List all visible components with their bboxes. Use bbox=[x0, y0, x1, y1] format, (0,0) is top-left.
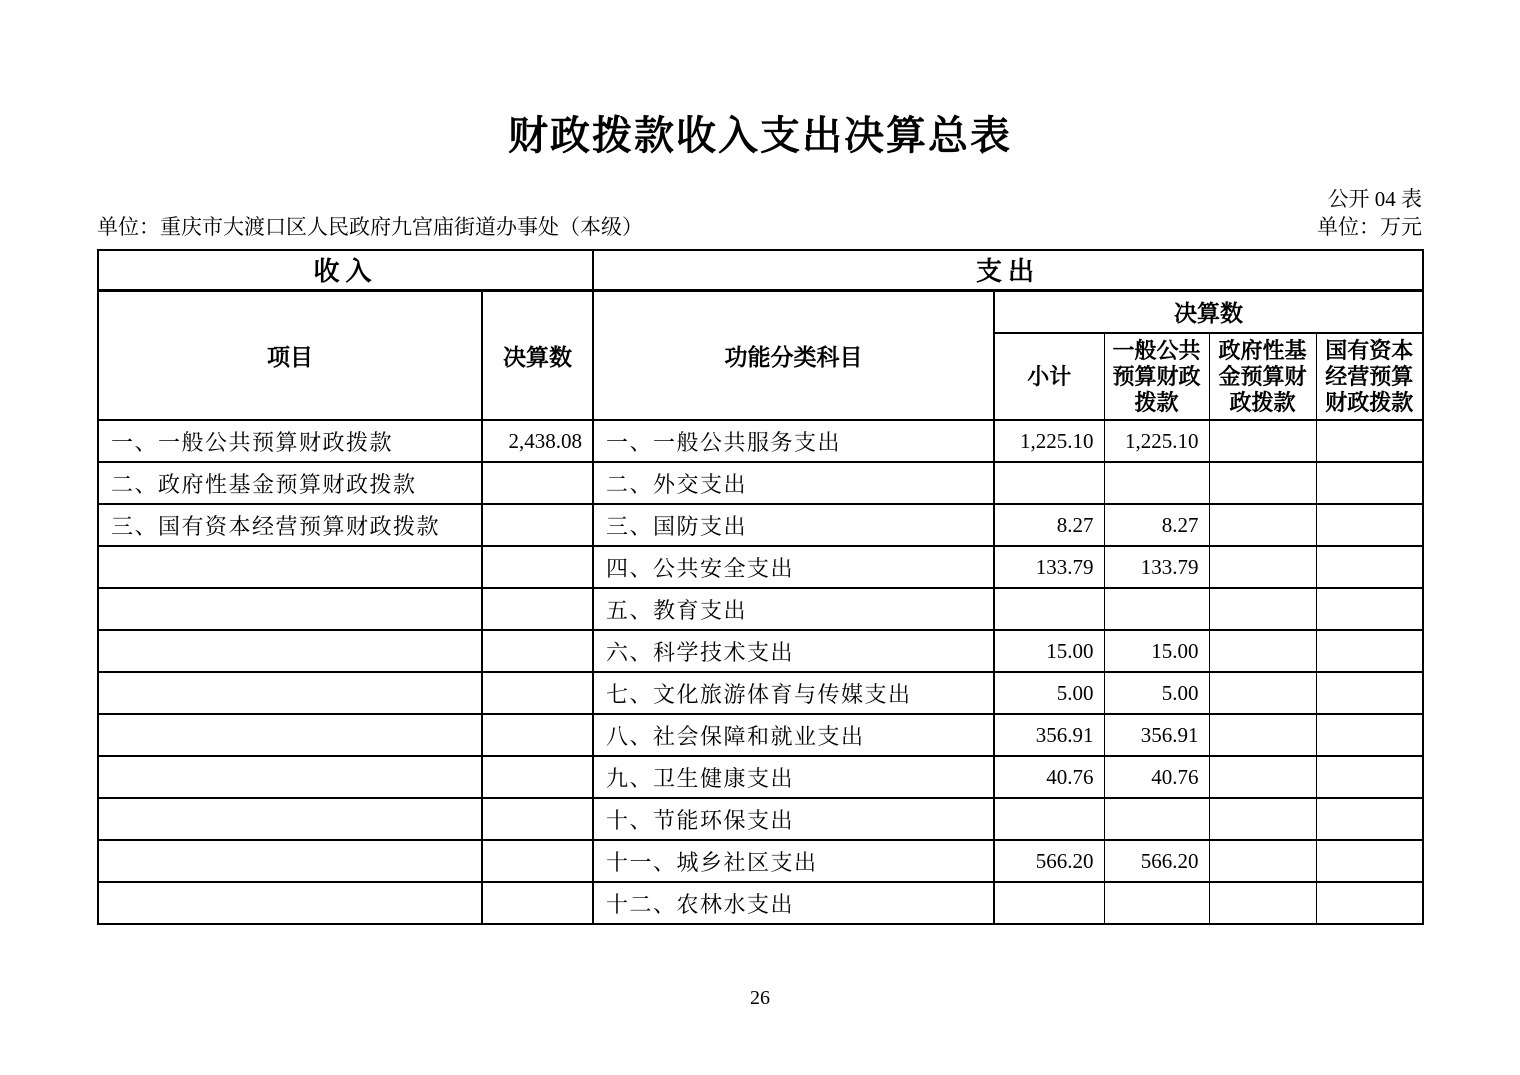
gov-fund-cell bbox=[1209, 504, 1316, 546]
gov-fund-cell bbox=[1209, 630, 1316, 672]
general-budget-cell: 5.00 bbox=[1104, 672, 1209, 714]
table-row bbox=[98, 882, 1423, 924]
income-item-cell bbox=[98, 714, 482, 756]
form-code: 公开 04 表 bbox=[1327, 187, 1422, 211]
state-capital-cell bbox=[1316, 546, 1423, 588]
general-budget-cell bbox=[1104, 882, 1209, 924]
expense-item-cell: 七、文化旅游体育与传媒支出 bbox=[593, 672, 994, 714]
state-capital-cell bbox=[1316, 462, 1423, 504]
income-amount-cell bbox=[482, 798, 593, 840]
subtotal-cell: 15.00 bbox=[994, 630, 1104, 672]
expense-section-header: 支出 bbox=[593, 250, 1423, 290]
expense-item-cell: 十一、城乡社区支出 bbox=[593, 840, 994, 882]
general-budget-cell: 566.20 bbox=[1104, 840, 1209, 882]
expense-item-cell: 六、科学技术支出 bbox=[593, 630, 994, 672]
expense-item-cell: 二、外交支出 bbox=[593, 462, 994, 504]
state-capital-cell bbox=[1316, 630, 1423, 672]
general-budget-cell: 1,225.10 bbox=[1104, 420, 1209, 462]
expense-item-cell: 八、社会保障和就业支出 bbox=[593, 714, 994, 756]
table-row bbox=[98, 546, 1423, 588]
table-row bbox=[98, 420, 1423, 462]
income-item-cell bbox=[98, 882, 482, 924]
state-capital-cell bbox=[1316, 756, 1423, 798]
table-row bbox=[98, 462, 1423, 504]
table-row bbox=[98, 504, 1423, 546]
income-item-column-header: 项目 bbox=[98, 290, 482, 420]
income-amount-cell bbox=[482, 672, 593, 714]
gov-fund-cell bbox=[1209, 882, 1316, 924]
expense-item-cell: 五、教育支出 bbox=[593, 588, 994, 630]
subtotal-cell bbox=[994, 798, 1104, 840]
income-item-cell bbox=[98, 546, 482, 588]
general-budget-cell: 356.91 bbox=[1104, 714, 1209, 756]
general-budget-cell bbox=[1104, 588, 1209, 630]
state-capital-cell bbox=[1316, 714, 1423, 756]
income-amount-cell bbox=[482, 840, 593, 882]
income-amount-cell bbox=[482, 462, 593, 504]
gov-fund-cell bbox=[1209, 798, 1316, 840]
income-section-header: 收入 bbox=[98, 250, 593, 290]
subtotal-cell: 40.76 bbox=[994, 756, 1104, 798]
gov-fund-cell bbox=[1209, 756, 1316, 798]
gov-fund-cell bbox=[1209, 672, 1316, 714]
income-item-cell: 三、国有资本经营预算财政拨款 bbox=[98, 504, 482, 546]
page-number: 26 bbox=[750, 987, 770, 1009]
state-capital-cell bbox=[1316, 798, 1423, 840]
unit-name-label: 单位：重庆市大渡口区人民政府九宫庙街道办事处（本级） bbox=[97, 215, 643, 239]
state-capital-cell bbox=[1316, 882, 1423, 924]
income-item-cell bbox=[98, 840, 482, 882]
income-item-cell bbox=[98, 672, 482, 714]
subtotal-cell: 356.91 bbox=[994, 714, 1104, 756]
expense-amount-group-header: 决算数 bbox=[994, 290, 1423, 333]
general-budget-cell bbox=[1104, 462, 1209, 504]
income-item-cell: 一、一般公共预算财政拨款 bbox=[98, 420, 482, 462]
subtotal-cell bbox=[994, 882, 1104, 924]
table-row bbox=[98, 798, 1423, 840]
expense-item-cell: 十、节能环保支出 bbox=[593, 798, 994, 840]
subtotal-cell: 5.00 bbox=[994, 672, 1104, 714]
table-row bbox=[98, 588, 1423, 630]
general-public-budget-column-header: 一般公共预算财政拨款 bbox=[1104, 333, 1209, 420]
expense-item-cell: 十二、农林水支出 bbox=[593, 882, 994, 924]
expense-item-cell: 三、国防支出 bbox=[593, 504, 994, 546]
state-capital-cell bbox=[1316, 588, 1423, 630]
income-item-cell bbox=[98, 588, 482, 630]
table-row bbox=[98, 840, 1423, 882]
gov-fund-cell bbox=[1209, 420, 1316, 462]
content-area bbox=[97, 186, 1422, 1010]
page-title: 财政拨款收入支出决算总表 bbox=[508, 114, 1012, 158]
table-row bbox=[98, 714, 1423, 756]
subtotal-cell: 133.79 bbox=[994, 546, 1104, 588]
unit-measure-label: 单位：万元 bbox=[1317, 215, 1422, 239]
table-row bbox=[98, 630, 1423, 672]
budget-summary-table bbox=[97, 249, 1424, 925]
income-amount-cell bbox=[482, 882, 593, 924]
state-capital-cell bbox=[1316, 420, 1423, 462]
government-fund-budget-column-header: 政府性基金预算财政拨款 bbox=[1209, 333, 1316, 420]
income-amount-cell: 2,438.08 bbox=[482, 420, 593, 462]
gov-fund-cell bbox=[1209, 588, 1316, 630]
subtotal-column-header: 小计 bbox=[994, 333, 1104, 420]
general-budget-cell: 15.00 bbox=[1104, 630, 1209, 672]
gov-fund-cell bbox=[1209, 462, 1316, 504]
gov-fund-cell bbox=[1209, 714, 1316, 756]
income-amount-cell bbox=[482, 546, 593, 588]
expense-item-cell: 四、公共安全支出 bbox=[593, 546, 994, 588]
income-amount-cell bbox=[482, 588, 593, 630]
income-item-cell bbox=[98, 756, 482, 798]
income-amount-cell bbox=[482, 756, 593, 798]
section-header-row bbox=[98, 250, 1423, 290]
income-amount-cell bbox=[482, 630, 593, 672]
state-capital-cell bbox=[1316, 504, 1423, 546]
expense-item-cell: 九、卫生健康支出 bbox=[593, 756, 994, 798]
income-amount-column-header: 决算数 bbox=[482, 290, 593, 420]
general-budget-cell: 133.79 bbox=[1104, 546, 1209, 588]
income-amount-cell bbox=[482, 504, 593, 546]
general-budget-cell: 8.27 bbox=[1104, 504, 1209, 546]
income-item-cell: 二、政府性基金预算财政拨款 bbox=[98, 462, 482, 504]
income-item-cell bbox=[98, 630, 482, 672]
table-row bbox=[98, 672, 1423, 714]
general-budget-cell bbox=[1104, 798, 1209, 840]
table-body bbox=[98, 420, 1423, 924]
expense-item-column-header: 功能分类科目 bbox=[593, 290, 994, 420]
general-budget-cell: 40.76 bbox=[1104, 756, 1209, 798]
state-capital-cell bbox=[1316, 840, 1423, 882]
state-capital-budget-column-header: 国有资本经营预算财政拨款 bbox=[1316, 333, 1423, 420]
state-capital-cell bbox=[1316, 672, 1423, 714]
subtotal-cell: 8.27 bbox=[994, 504, 1104, 546]
subtotal-cell: 566.20 bbox=[994, 840, 1104, 882]
expense-item-cell: 一、一般公共服务支出 bbox=[593, 420, 994, 462]
subtotal-cell bbox=[994, 588, 1104, 630]
income-item-cell bbox=[98, 798, 482, 840]
gov-fund-cell bbox=[1209, 546, 1316, 588]
income-amount-cell bbox=[482, 714, 593, 756]
gov-fund-cell bbox=[1209, 840, 1316, 882]
subtotal-cell: 1,225.10 bbox=[994, 420, 1104, 462]
column-header-row bbox=[98, 290, 1423, 333]
subtotal-cell bbox=[994, 462, 1104, 504]
table-row bbox=[98, 756, 1423, 798]
meta-row bbox=[97, 212, 1422, 242]
